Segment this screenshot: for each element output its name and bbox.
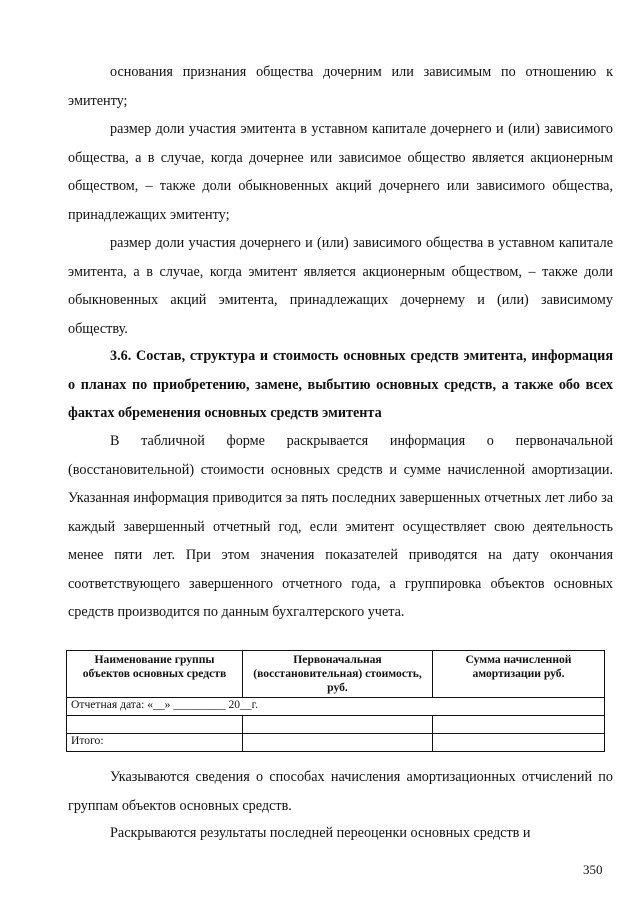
- fixed-assets-table: [66, 650, 605, 752]
- page-number: 350: [583, 862, 603, 877]
- table-date-row: [67, 698, 605, 716]
- table-cell: [243, 734, 433, 752]
- table-header-cell: Сумма начисленной амортизации руб.: [433, 651, 605, 698]
- section-heading: 3.6. Состав, структура и стоимость основных средств эмитента, информация о планах по приобретению, замене, выбытию основных средств, а также обо всех фактах обременения основных средств эмитента: [68, 348, 613, 421]
- reporting-date-cell: Отчетная дата: «__» _________ 20__г.: [67, 698, 605, 716]
- table-cell: [433, 716, 605, 734]
- table-header-row: [67, 651, 605, 698]
- table-row: [67, 716, 605, 734]
- table-cell: [433, 734, 605, 752]
- table-cell: [243, 716, 433, 734]
- paragraph-depreciation-methods: Указываются сведения о способах начисления амортизационных отчислений по группам объектов основных средств.: [68, 769, 613, 814]
- table-header-cell: Наименование группы объектов основных средств: [67, 651, 243, 698]
- paragraph-subsidiary-grounds: основания признания общества дочерним или зависимым по отношению к эмитенту;: [68, 64, 613, 109]
- table-total-row: [67, 734, 605, 752]
- table-cell: [67, 716, 243, 734]
- total-label-cell: Итого:: [67, 734, 243, 752]
- paragraph-revaluation: Раскрываются результаты последней переоценки основных средств и: [110, 825, 531, 841]
- paragraph-subsidiary-share: размер доли участия дочернего и (или) зависимого общества в уставном капитале эмитента, а в случае, когда эмитент является акционерным обществом, – также доли обыкновенных акций эмитента, принадлежащих дочернему и (или) зависимому обществу.: [68, 235, 613, 337]
- paragraph-issuer-share: размер доли участия эмитента в уставном капитале дочернего и (или) зависимого общества, а в случае, когда дочернее или зависимое общество является акционерным обществом, – также доли обыкновенных акций дочернего или зависимого общества, принадлежащих эмитенту;: [68, 121, 613, 223]
- table-header-cell: Первоначальная (восстановительная) стоимость, руб.: [243, 651, 433, 698]
- body-paragraph: В табличной форме раскрывается информация о первоначальной (восстановительной) стоимости основных средств и сумме начисленной амортизации. Указанная информация приводится за пять последних завершенных отчетных лет либо за каждый завершенный отчетный год, если эмитент осуществляет свою деятельность менее пяти лет. При этом значения показателей приводятся на дату окончания соответствующего завершенного отчетного года, а группировка объектов основных средств производится по данным бухгалтерского учета.: [68, 433, 613, 620]
